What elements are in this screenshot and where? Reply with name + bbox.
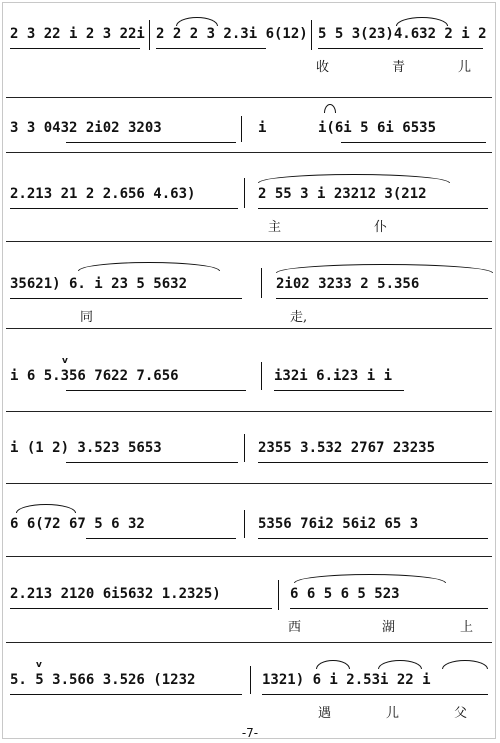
barline	[250, 666, 251, 694]
barline	[244, 510, 245, 538]
measure-2: 1321) 6 i 2.53i 22 i	[262, 672, 431, 688]
beam	[274, 390, 404, 391]
lyric: 同	[80, 310, 94, 325]
notation-row	[6, 368, 492, 390]
measure-3: i(6i 5 6i 6535	[318, 120, 437, 136]
measure-1: 3 3 0432 2i02 3203	[10, 120, 162, 136]
beam	[10, 48, 140, 49]
barline	[278, 580, 279, 610]
measure-1: i (1 2) 3.523 5653	[10, 440, 162, 456]
notation-row	[6, 672, 492, 694]
notation-row	[6, 440, 492, 462]
staff-divider	[6, 556, 492, 557]
lyric: 儿	[458, 60, 472, 75]
measure-1: 35621) 6. i 23 5 5632	[10, 276, 188, 292]
lyric-row	[6, 56, 492, 76]
staff-divider	[6, 241, 492, 242]
lyric: 父	[454, 706, 468, 721]
barline	[241, 116, 242, 142]
barline	[244, 434, 245, 462]
beam	[66, 462, 238, 463]
lyric-row	[6, 616, 492, 636]
beam	[156, 48, 266, 49]
measure-2: 5356 76i2 56i2 65 3	[258, 516, 419, 532]
barline	[261, 268, 262, 298]
notation-row	[6, 586, 492, 608]
beam	[66, 142, 236, 143]
beam	[86, 538, 236, 539]
lyric: 西	[288, 620, 302, 635]
lyric: 青	[392, 60, 406, 75]
measure-2: 6 6 5 6 5 523	[290, 586, 400, 602]
measure-3: 5 5 3(23)4.632 2 i 2	[318, 26, 487, 42]
measure-2: i32i 6.i23 i i	[274, 368, 393, 384]
beam	[10, 694, 242, 695]
measure-1: 6 6(72 67 5 6 32	[10, 516, 145, 532]
lyric-row	[6, 306, 492, 326]
lyric-row	[6, 216, 492, 236]
notation-row	[6, 26, 492, 48]
beam	[258, 208, 488, 209]
lyric: 遇	[318, 706, 332, 721]
measure-2: 2 55 3 i 23212 3(212	[258, 186, 427, 202]
staff-divider	[6, 483, 492, 484]
notation-row	[6, 276, 492, 298]
beam	[10, 208, 238, 209]
measure-2: 2355 3.532 2767 23235	[258, 440, 436, 456]
measure-1: i 6 5.356 7622 7.656	[10, 368, 179, 384]
staff-divider	[6, 97, 492, 98]
beam	[258, 462, 488, 463]
staff-divider	[6, 328, 492, 329]
breath-mark: v	[36, 660, 42, 670]
staff-divider	[6, 411, 492, 412]
lyric: 仆	[374, 220, 388, 235]
measure-2: i	[258, 120, 267, 136]
notation-row	[6, 516, 492, 538]
measure-1: 2.213 2120 6i5632 1.2325)	[10, 586, 221, 602]
beam	[290, 608, 488, 609]
measure-1: 2 3 22 i 2 3 22i	[10, 26, 145, 42]
breath-mark: v	[62, 356, 68, 366]
notation-row	[6, 120, 492, 142]
lyric: 湖	[382, 620, 396, 635]
lyric: 上	[460, 620, 474, 635]
barline	[244, 178, 245, 208]
lyric-row	[6, 702, 492, 722]
measure-2: 2 2 2 3 2.3i 6(12)	[156, 26, 308, 42]
beam	[258, 538, 488, 539]
measure-1: 5. 5 3.566 3.526 (1232	[10, 672, 196, 688]
staff-divider	[6, 642, 492, 643]
measure-2: 2i02 3233 2 5.356	[276, 276, 420, 292]
measure-1: 2.213 21 2 2.656 4.63)	[10, 186, 196, 202]
lyric: 走,	[290, 310, 308, 325]
beam	[10, 608, 272, 609]
staff-divider	[6, 152, 492, 153]
notation-row	[6, 186, 492, 208]
lyric: 收	[316, 60, 330, 75]
page-number: -7-	[241, 726, 259, 740]
beam	[341, 142, 486, 143]
lyric: 儿	[386, 706, 400, 721]
barline	[311, 20, 312, 50]
lyric: 主	[268, 220, 282, 235]
beam	[10, 298, 242, 299]
barline	[261, 362, 262, 390]
barline	[149, 20, 150, 50]
beam	[66, 390, 246, 391]
beam	[318, 48, 483, 49]
beam	[276, 298, 488, 299]
beam	[262, 694, 488, 695]
